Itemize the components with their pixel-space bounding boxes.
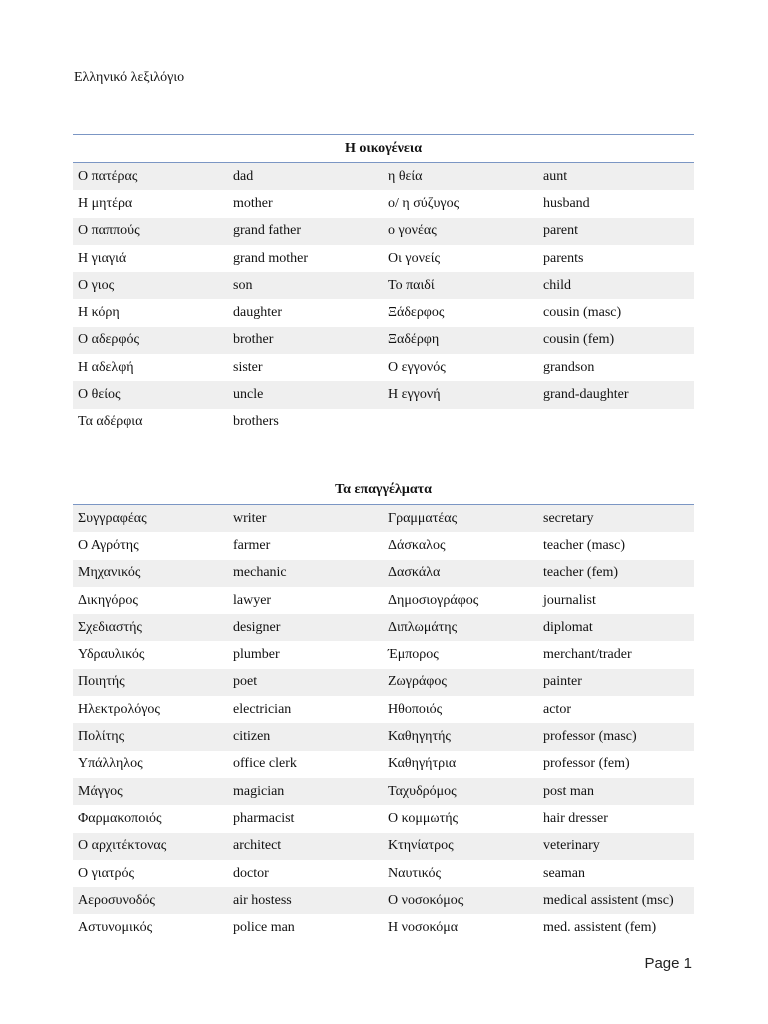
table-row xyxy=(73,272,694,299)
english-word-cell: police man xyxy=(233,920,295,936)
greek-word-cell: Ο αδερφός xyxy=(73,327,228,354)
greek-word-cell: Η γιαγιά xyxy=(78,250,127,266)
english-word-cell: teacher (fem) xyxy=(538,560,694,587)
greek-word-cell: ο/ η σύζυγος xyxy=(388,195,460,211)
greek-word-cell: Συγγραφέας xyxy=(73,505,228,533)
greek-word-cell: Ποιητής xyxy=(73,669,228,696)
greek-word-cell: η θεία xyxy=(383,163,538,191)
greek-word-cell: Ξαδέρφη xyxy=(383,327,538,354)
greek-word-cell: Ταχυδρόμος xyxy=(383,778,538,805)
greek-word-cell: Τα αδέρφια xyxy=(78,414,143,430)
table-row xyxy=(73,614,694,641)
greek-word-cell: Ο κομμωτής xyxy=(388,810,459,826)
greek-word-cell: Φαρμακοποιός xyxy=(78,810,162,826)
greek-word-cell: Υδραυλικός xyxy=(78,647,145,663)
greek-word-cell: Δασκάλα xyxy=(383,560,538,587)
greek-word-cell: Ο παππούς xyxy=(73,218,228,245)
table-row xyxy=(73,327,694,354)
english-word-cell: teacher (masc) xyxy=(543,537,625,553)
greek-word-cell: Ο πατέρας xyxy=(73,163,228,191)
english-word-cell: plumber xyxy=(233,647,280,663)
table-row xyxy=(73,669,694,696)
english-word-cell: grand father xyxy=(228,218,383,245)
greek-word-cell: Ηλεκτρολόγος xyxy=(78,701,160,717)
greek-word-cell: Ηθοποιός xyxy=(388,701,443,717)
greek-word-cell: Ο αρχιτέκτονας xyxy=(73,833,228,860)
english-word-cell: hair dresser xyxy=(543,810,608,826)
english-word-cell: professor (masc) xyxy=(538,723,694,750)
table-row xyxy=(73,381,694,408)
greek-word-cell: Η εγγονή xyxy=(383,381,538,408)
table-row xyxy=(73,751,694,778)
table-row xyxy=(73,163,694,191)
english-word-cell: office clerk xyxy=(233,756,297,772)
english-word-cell: daughter xyxy=(233,305,282,321)
family-table-heading: Η οικογένεια xyxy=(73,135,694,163)
table-row xyxy=(73,245,694,272)
table-row xyxy=(73,409,694,436)
greek-word-cell: Ο νοσοκόμος xyxy=(383,887,538,914)
english-word-cell: child xyxy=(538,272,694,299)
english-word-cell: secretary xyxy=(538,505,694,533)
english-word-cell: poet xyxy=(228,669,383,696)
greek-word-cell: Ο εγγονός xyxy=(388,359,446,375)
greek-word-cell: Ο γιος xyxy=(73,272,228,299)
table-row xyxy=(73,723,694,750)
greek-word-cell: Μάγγος xyxy=(73,778,228,805)
greek-word-cell: Κτηνίατρος xyxy=(383,833,538,860)
greek-word-cell: Η μητέρα xyxy=(78,195,133,211)
greek-word-cell: Μηχανικός xyxy=(73,560,228,587)
greek-word-cell: Δημοσιογράφος xyxy=(388,592,479,608)
english-word-cell: uncle xyxy=(228,381,383,408)
table-row xyxy=(73,354,694,381)
table-row xyxy=(73,560,694,587)
table-row xyxy=(73,696,694,723)
english-word-cell: medical assistent (msc) xyxy=(538,887,694,914)
table-row xyxy=(73,887,694,914)
english-word-cell xyxy=(538,409,694,436)
english-word-cell: veterinary xyxy=(538,833,694,860)
english-word-cell: post man xyxy=(538,778,694,805)
greek-word-cell: Καθηγήτρια xyxy=(388,756,457,772)
english-word-cell: seaman xyxy=(543,865,585,881)
english-word-cell: farmer xyxy=(233,537,271,553)
english-word-cell: cousin (masc) xyxy=(543,305,622,321)
greek-word-cell xyxy=(383,409,538,436)
greek-word-cell: Η κόρη xyxy=(78,305,120,321)
english-word-cell: designer xyxy=(228,614,383,641)
english-word-cell: architect xyxy=(228,833,383,860)
table-row xyxy=(73,833,694,860)
english-word-cell: pharmacist xyxy=(233,810,295,826)
english-word-cell: brothers xyxy=(233,414,279,430)
greek-word-cell: Καθηγητής xyxy=(383,723,538,750)
greek-word-cell: Οι γονείς xyxy=(388,250,441,266)
table-row xyxy=(73,190,694,217)
greek-word-cell: Το παιδί xyxy=(383,272,538,299)
greek-word-cell: Ο θείος xyxy=(73,381,228,408)
table-row xyxy=(73,778,694,805)
english-word-cell: actor xyxy=(543,701,571,717)
table-row xyxy=(73,641,694,668)
greek-word-cell: Σχεδιαστής xyxy=(73,614,228,641)
table-row xyxy=(73,532,694,559)
greek-word-cell: Η αδελφή xyxy=(78,359,134,375)
english-word-cell: writer xyxy=(228,505,383,533)
table-row xyxy=(73,218,694,245)
greek-word-cell: Ζωγράφος xyxy=(383,669,538,696)
english-word-cell: sister xyxy=(233,359,263,375)
greek-word-cell: Πολίτης xyxy=(73,723,228,750)
english-word-cell: air hostess xyxy=(228,887,383,914)
greek-word-cell: Διπλωμάτης xyxy=(383,614,538,641)
greek-word-cell: Γραμματέας xyxy=(383,505,538,533)
english-word-cell: med. assistent (fem) xyxy=(543,920,657,936)
english-word-cell: brother xyxy=(228,327,383,354)
greek-word-cell: Υπάλληλος xyxy=(78,756,143,772)
english-word-cell: professor (fem) xyxy=(543,756,630,772)
greek-word-cell: Η νοσοκόμα xyxy=(388,920,459,936)
english-word-cell: grandson xyxy=(543,359,595,375)
english-word-cell: parents xyxy=(543,250,584,266)
table-row xyxy=(73,505,694,533)
english-word-cell: grand-daughter xyxy=(538,381,694,408)
english-word-cell: merchant/trader xyxy=(543,647,632,663)
english-word-cell: magician xyxy=(228,778,383,805)
english-word-cell: husband xyxy=(543,195,590,211)
english-word-cell: dad xyxy=(228,163,383,191)
page-number: Page 1 xyxy=(644,955,692,972)
english-word-cell: doctor xyxy=(233,865,269,881)
english-word-cell: grand mother xyxy=(233,250,309,266)
english-word-cell: diplomat xyxy=(538,614,694,641)
family-vocabulary-table xyxy=(73,134,694,436)
greek-word-cell: Ο Αγρότης xyxy=(78,537,139,553)
english-word-cell: lawyer xyxy=(233,592,272,608)
greek-word-cell: Ναυτικός xyxy=(388,865,442,881)
english-word-cell: painter xyxy=(538,669,694,696)
english-word-cell: aunt xyxy=(538,163,694,191)
english-word-cell: cousin (fem) xyxy=(538,327,694,354)
greek-word-cell: Έμπορος xyxy=(388,647,439,663)
greek-word-cell: Αστυνομικός xyxy=(78,920,153,936)
english-word-cell: parent xyxy=(538,218,694,245)
table-row xyxy=(73,914,694,941)
table-row xyxy=(73,299,694,326)
table-row xyxy=(73,805,694,832)
greek-word-cell: Δικηγόρος xyxy=(78,592,138,608)
professions-table-heading: Τα επαγγέλματα xyxy=(73,475,694,505)
document-title: Ελληνικό λεξιλόγιο xyxy=(74,70,185,85)
table-row xyxy=(73,587,694,614)
greek-word-cell: ο γονέας xyxy=(383,218,538,245)
greek-word-cell: Ξάδερφος xyxy=(388,305,445,321)
english-word-cell: citizen xyxy=(228,723,383,750)
professions-vocabulary-table xyxy=(73,475,694,942)
english-word-cell: journalist xyxy=(543,592,596,608)
greek-word-cell: Δάσκαλος xyxy=(388,537,446,553)
english-word-cell: mechanic xyxy=(228,560,383,587)
greek-word-cell: Ο γιατρός xyxy=(78,865,135,881)
table-row xyxy=(73,860,694,887)
english-word-cell: mother xyxy=(233,195,273,211)
greek-word-cell: Αεροσυνοδός xyxy=(73,887,228,914)
english-word-cell: electrician xyxy=(233,701,292,717)
english-word-cell: son xyxy=(228,272,383,299)
